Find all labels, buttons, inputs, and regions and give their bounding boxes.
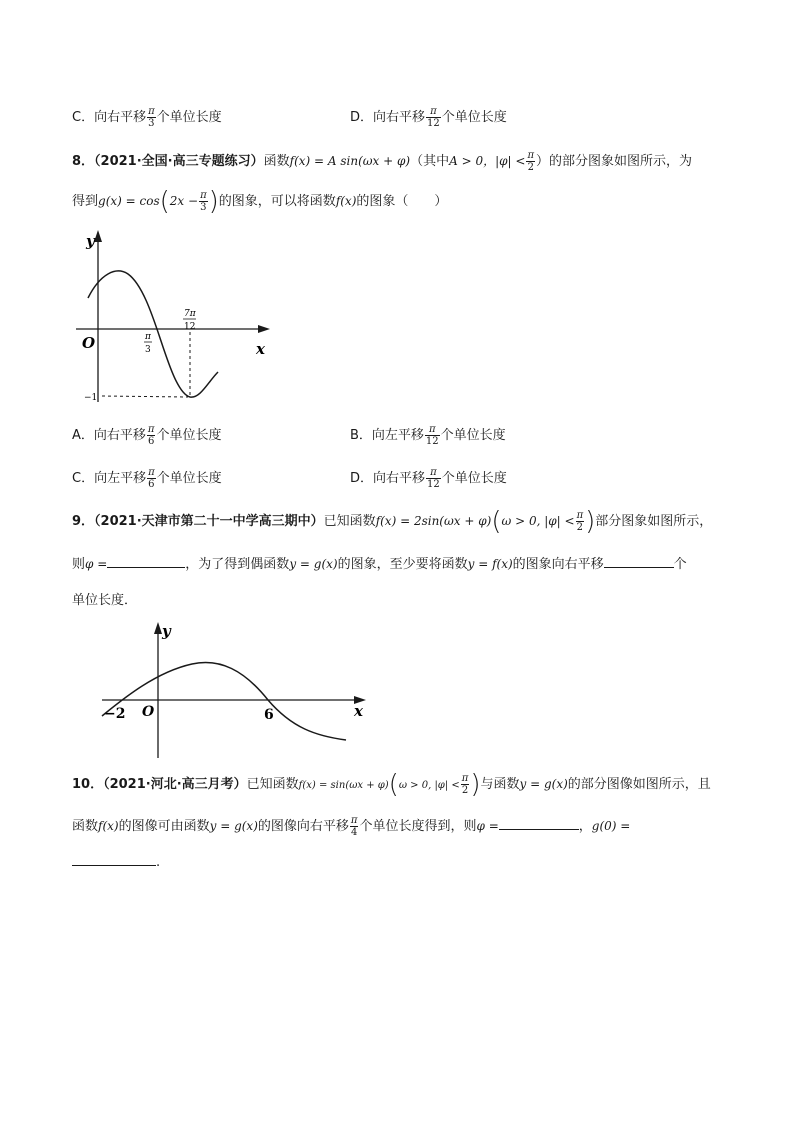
q7-c-fraction: $\frac{\pi}{3}$ bbox=[148, 106, 155, 129]
q8-c-fraction: $\frac{\pi}{6}$ bbox=[148, 467, 155, 490]
q10-stem-line3: . bbox=[72, 852, 160, 874]
q7-option-d[interactable]: D．向右平移 $\frac{\pi}{12}$ 个单位长度 bbox=[350, 106, 507, 129]
q9-stem-line1: 9．（2021·天津市第二十一中学高三期中）已知函数f(x) = 2sin(ωx + φ)(ω > 0, |φ| < $\frac{\pi}{2}$ )部分图象如图所示， bbox=[72, 506, 713, 537]
question-source: （2021·河北·高三月考） bbox=[103, 777, 247, 792]
question-source: （2021·天津市第二十一中学高三期中） bbox=[94, 514, 324, 529]
q8-a-fraction: $\frac{\pi}{6}$ bbox=[147, 424, 155, 447]
q8-y-arrow-icon bbox=[94, 230, 102, 242]
q10-stem-line2: 函数f(x)的图像可由函数y = g(x)的图像向右平移 $\frac{\pi}{4}$ 个单位长度得到，则φ = ，g(0) = bbox=[72, 815, 631, 838]
q8-dash-horizontal bbox=[102, 396, 188, 397]
q8-cond-fraction: $\frac{\pi}{2}$ bbox=[527, 150, 535, 173]
q8-b-fraction: $\frac{\pi}{12}$ bbox=[425, 424, 439, 447]
q10-phi-answer-blank[interactable] bbox=[499, 817, 579, 830]
q8-stem-line1: 8．（2021·全国·高三专题练习）函数f(x) = A sin(ωx + φ)（其中A > 0，|φ| < $\frac{\pi}{2}$ ）的部分图象如图所示，为 bbox=[72, 150, 693, 173]
q8-d-fraction: $\frac{\pi}{12}$ bbox=[427, 467, 440, 490]
q9-right-label: 6 bbox=[264, 707, 274, 723]
q9-stem-line2: 则φ = ，为了得到偶函数y = g(x)的图象，至少要将函数y = f(x)的图象向右平移 个 bbox=[72, 557, 687, 572]
q10-shift-fraction: $\frac{\pi}{4}$ bbox=[350, 815, 358, 838]
q8-tick1-den: 3 bbox=[145, 345, 151, 355]
question-number: 10． bbox=[72, 777, 104, 792]
q9-stem-line3: 单位长度． bbox=[72, 593, 138, 608]
q9-function: f(x) = 2sin(ωx + φ) bbox=[375, 514, 492, 528]
q8-g-function: g(x) = cos bbox=[98, 194, 160, 208]
question-number: 9． bbox=[72, 514, 95, 529]
q9-left-label: −2 bbox=[104, 706, 126, 722]
q7-option-c[interactable]: C．向右平移 $\frac{\pi}{3}$ 个单位长度 bbox=[72, 106, 222, 129]
q9-cond-fraction: $\frac{\pi}{2}$ bbox=[576, 510, 584, 533]
q8-tick1-num: π bbox=[145, 332, 151, 342]
q8-tick2-den: 12 bbox=[184, 322, 196, 332]
q8-ymin-label: −1 bbox=[84, 393, 98, 403]
question-source: （2021·全国·高三专题练习） bbox=[94, 154, 264, 169]
q10-g0-answer-blank[interactable] bbox=[72, 853, 156, 866]
q8-stem-line2: 得到g(x) = cos(2x − $\frac{\pi}{3}$ )的图象，可以将函数f(x)的图象（ ） bbox=[72, 186, 448, 217]
q9-x-label: x bbox=[354, 702, 363, 720]
q8-origin-label: O bbox=[82, 334, 96, 352]
q8-x-arrow-icon bbox=[258, 325, 270, 333]
q9-shift-answer-blank[interactable] bbox=[604, 555, 674, 568]
q9-y-arrow-icon bbox=[154, 622, 162, 634]
q8-option-a[interactable]: A．向右平移 $\frac{\pi}{6}$ 个单位长度 bbox=[72, 424, 222, 447]
q8-graph bbox=[72, 222, 282, 412]
q9-graph bbox=[96, 618, 376, 760]
question-number: 8． bbox=[72, 154, 95, 169]
q10-function: f(x) = sin(ωx + φ) bbox=[298, 780, 389, 791]
q8-g-fraction: $\frac{\pi}{3}$ bbox=[200, 190, 207, 213]
q8-option-b[interactable]: B．向左平移 $\frac{\pi}{12}$ 个单位长度 bbox=[350, 424, 506, 447]
q8-tick2-num: 7π bbox=[184, 309, 196, 319]
q8-y-label: y bbox=[86, 232, 95, 250]
q10-stem-line1: 10．（2021·河北·高三月考）已知函数f(x) = sin(ωx + φ)(ω > 0, |φ| < $\frac{\pi}{2}$ )与函数y = g(x)的部分图像如图所示，且 bbox=[72, 769, 711, 800]
q8-option-c[interactable]: C．向左平移 $\frac{\pi}{6}$ 个单位长度 bbox=[72, 467, 222, 490]
q9-origin-label: O bbox=[142, 704, 155, 720]
q8-curve bbox=[88, 271, 218, 397]
q8-option-d[interactable]: D．向右平移 $\frac{\pi}{12}$ 个单位长度 bbox=[350, 467, 507, 490]
q8-function: f(x) = A sin(ωx + φ) bbox=[289, 154, 411, 168]
q9-phi-answer-blank[interactable] bbox=[107, 555, 185, 568]
q8-x-label: x bbox=[256, 340, 265, 358]
q9-curve bbox=[102, 663, 346, 741]
q7-d-fraction: $\frac{\pi}{12}$ bbox=[427, 106, 440, 129]
q10-cond-fraction: $\frac{\pi}{2}$ bbox=[461, 773, 469, 796]
q9-y-label: y bbox=[162, 622, 171, 640]
